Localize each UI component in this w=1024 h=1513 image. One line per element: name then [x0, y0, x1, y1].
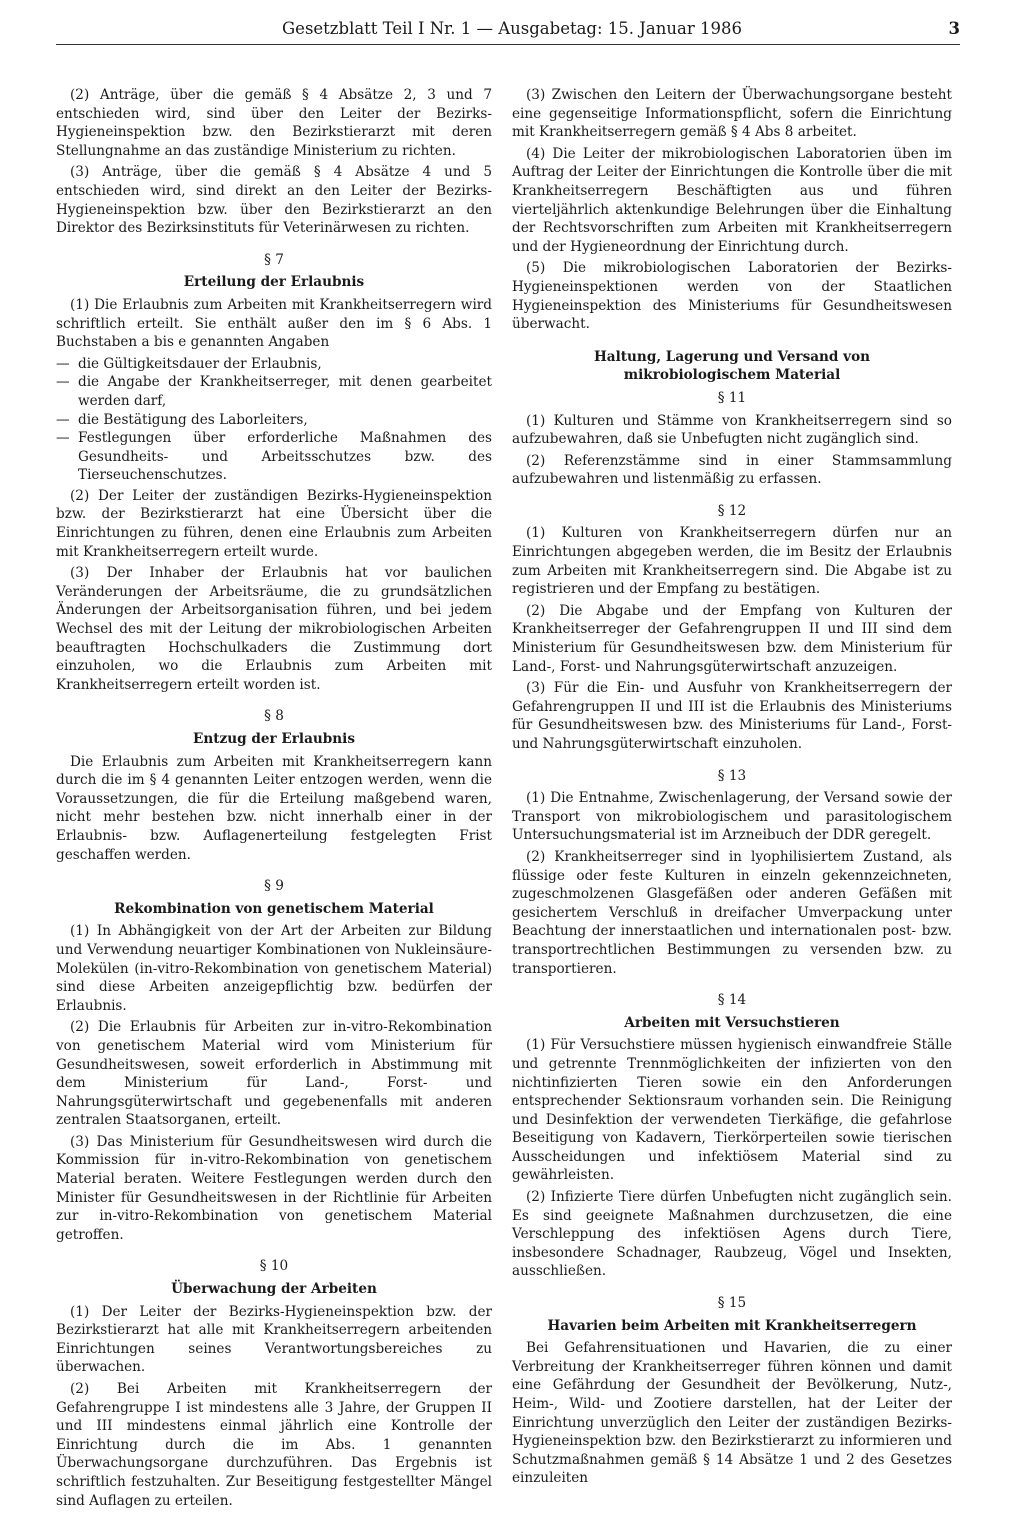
paragraph: (5) Die mikrobiologischen Laboratorien der Bezirks-Hygieneinspektionen werden von der Staatlichen Hygieneinspektion des Ministeriums für Gesundheitswesen überwacht.: [512, 260, 952, 333]
paragraph: (3) Das Ministerium für Gesundheitswesen wird durch die Kommission für in-vitro-Rekombination von genetischem Material beraten. Weitere Festlegungen werden durch den Minister für Gesundheitswesen in der Richtlinie für Arbeiten zur in-vitro-Rekombination von genetischem Material getroffen.: [56, 1133, 492, 1243]
paragraph: (4) Die Leiter der mikrobiologischen Laboratorien üben im Auftrag der Leiter der Einrichtungen die Kontrolle über die mit Krankheitserregern Beschäftigten aus und führen vierteljährlich aktenkundige Belehrungen über die Einhaltung der Rechtsvorschriften zum Arbeiten mit Krankheitserregern und der Hygieneordnung der Einrichtung durch.: [512, 145, 952, 255]
paragraph: (2) Die Abgabe und der Empfang von Kulturen der Krankheitserreger der Gefahrengruppen II und III sind dem Ministerium für Gesundheitswesen bzw. dem Ministerium für Land-, Forst- und Nahrungsgüterwirtschaft anzuzeigen.: [512, 602, 952, 675]
paragraph: (1) Für Versuchstiere müssen hygienisch einwandfreie Ställe und getrennte Trennmöglichkeiten der infizierten von den nichtinfizierten Tieren sowie ein den Anforderungen entsprechender Sektionsraum vorhanden sein. Die Reinigung und Desinfektion der verwendeten Tierkäfige, die gefahrlose Beseitigung von Kadavern, Tierkörperteilen sowie tierischen Ausscheidungen und infektiösem Material sind zu gewährleisten.: [512, 1037, 952, 1184]
section-number: § 8: [264, 708, 284, 725]
right-column: [512, 86, 952, 1491]
section-number: § 12: [717, 502, 747, 519]
section-number: § 14: [717, 992, 747, 1009]
paragraph: (2) Referenzstämme sind in einer Stammsammlung aufzubewahren und listenmäßig zu erfassen.: [512, 452, 952, 488]
header-title: Gesetzblatt Teil I Nr. 1 — Ausgabetag: 15. Januar 1986: [282, 19, 742, 38]
paragraph: (3) Anträge, über die gemäß § 4 Absätze 4 und 5 entschieden wird, sind direkt an den Leiter der Bezirks-Hygieneinspektion bzw. über den Bezirkstierarzt an den Direktor des Bezirksinstituts für Veterinärwesen zu richten.: [56, 164, 492, 237]
list-item: — die Angabe der Krankheitserreger, mit denen gearbeitet werden darf,: [56, 373, 492, 410]
section-number: § 10: [259, 1258, 289, 1275]
section-title: Erteilung der Erlaubnis: [183, 274, 365, 291]
page-number: 3: [948, 19, 960, 38]
section-title: Überwachung der Arbeiten: [171, 1281, 377, 1298]
paragraph: Die Erlaubnis zum Arbeiten mit Krankheitserregern kann durch die im § 4 genannten Leiter entzogen werden, wenn die Voraussetzungen, die für die Erteilung maßgebend waren, nicht mehr bestehen bzw. nicht innerhalb einer in der Erlaubnis- bzw. Auflagenerteilung festgelegten Frist geschaffen werden.: [56, 753, 492, 863]
section-number: § 15: [717, 1295, 747, 1312]
section-number: § 7: [264, 251, 284, 268]
paragraph: (2) Bei Arbeiten mit Krankheitserregern der Gefahrengruppe I ist mindestens alle 3 Jahre, der Gruppen II und III mindestens einmal jährlich eine Kontrolle der Einrichtung durch die im Abs. 1 genannten Überwachungsorgane durchzuführen. Das Ergebnis ist schriftlich festzuhalten. Zur Beseitigung festgestellter Mängel sind Auflagen zu erteilen.: [56, 1381, 492, 1509]
paragraph: (2) Krankheitserreger sind in lyophilisiertem Zustand, als flüssige oder feste Kulturen in einzeln gekennzeichneten, zugeschmolzenen Glasgefäßen oder anderen Gefäßen mit gesichertem Verschluß in dreifacher Umverpackung unter Beachtung der innerstaatlichen und internationalen post- bzw. transportrechtlichen Bestimmungen zu versenden bzw. zu transportieren.: [512, 848, 952, 977]
group-title: Haltung, Lagerung und Versand von mikrobiologischem Material: [593, 348, 871, 384]
paragraph: (2) Anträge, über die gemäß § 4 Absätze 2, 3 und 7 entschieden wird, sind über den Leiter der Bezirks-Hygieneinspektion bzw. den Bezirkstierarzt mit deren Stellungnahme an das zuständige Ministerium zu richten.: [56, 87, 492, 159]
section-number: § 13: [717, 767, 747, 784]
section-title: Rekombination von genetischem Material: [114, 900, 434, 917]
paragraph: (2) Die Erlaubnis für Arbeiten zur in-vitro-Rekombination von genetischem Material wird vom Ministerium für Gesundheitswesen, soweit erforderlich in Abstimmung mit dem Ministerium für Land-, Forst- und Nahrungsgüterwirtschaft und gegebenenfalls mit anderen zentralen Staatsorganen, erteilt.: [56, 1019, 492, 1129]
page-header: [56, 18, 960, 45]
paragraph: (1) Kulturen und Stämme von Krankheitserregern sind so aufzubewahren, daß sie Unbefugten nicht zugänglich sind.: [512, 412, 952, 448]
paragraph: (1) Die Erlaubnis zum Arbeiten mit Krankheitserregern wird schriftlich erteilt. Sie enthält außer den im § 6 Abs. 1 Buchstaben a bis e genannten Angaben: [56, 296, 492, 351]
section-number: § 11: [717, 389, 747, 406]
paragraph: (2) Infizierte Tiere dürfen Unbefugten nicht zugänglich sein. Es sind geeignete Maßnahmen durchzusetzen, die eine Verschleppung des infektiösen Agens durch Tiere, insbesondere Schadnager, Raubzeug, Vögel und Insekten, ausschließen.: [512, 1189, 952, 1280]
section-number: § 9: [264, 878, 284, 895]
paragraph: (1) In Abhängigkeit von der Art der Arbeiten zur Bildung und Verwendung neuartiger Kombinationen von Nukleinsäure-Molekülen (in-vitro-Rekombination von genetischem Material) sind diese Arbeiten anzeigepflichtig bzw. bedürfen der Erlaubnis.: [56, 923, 492, 1014]
paragraph: Bei Gefahrensituationen und Havarien, die zu einer Verbreitung der Krankheitserreger führen können und damit eine Gefährdung der Gesundheit der Bevölkerung, Nutz-, Heim-, Wild- und Zootiere darstellen, hat der Leiter der Einrichtung unverzüglich den Leiter der zuständigen Bezirks-Hygieneinspektion bzw. den Bezirkstierarzt zu informieren und Schutzmaßnahmen gemäß § 14 Absätze 1 und 2 des Gesetzes einzuleiten: [512, 1340, 952, 1487]
list-item: — die Gültigkeitsdauer der Erlaubnis,: [56, 355, 492, 374]
paragraph: (3) Zwischen den Leitern der Überwachungsorgane besteht eine gegenseitige Informationspflicht, sofern die Einrichtung mit Krankheitserregern gemäß § 4 Abs 8 arbeitet.: [512, 87, 952, 141]
list-item: — Festlegungen über erforderliche Maßnahmen des Gesundheits- und Arbeitsschutzes bzw. des Tierseuchenschutzes.: [56, 429, 492, 485]
section-title: Havarien beim Arbeiten mit Krankheitserregern: [547, 1317, 917, 1334]
paragraph: (3) Der Inhaber der Erlaubnis hat vor baulichen Veränderungen der Arbeitsräume, die zu grundsätzlichen Änderungen der Arbeitsorganisation führen, und bei jedem Wechsel des mit der Leitung der mikrobiologischen Arbeiten beauftragten Hochschulkaders die Zustimmung dort einzuholen, wo die Erlaubnis zum Arbeiten mit Krankheitserregern erteilt worden ist.: [56, 565, 492, 693]
section-title: Entzug der Erlaubnis: [193, 731, 355, 747]
paragraph: (2) Der Leiter der zuständigen Bezirks-Hygieneinspektion bzw. der Bezirkstierarzt hat eine Übersicht über die Einrichtungen zu führen, denen eine Erlaubnis zum Arbeiten mit Krankheitserregern erteilt wurde.: [56, 487, 492, 560]
dash-list: [56, 355, 492, 485]
paragraph: (1) Die Entnahme, Zwischenlagerung, der Versand sowie der Transport von mikrobiologischem und parasitologischem Untersuchungsmaterial ist im Arzneibuch der DDR geregelt.: [512, 790, 952, 844]
paragraph: (1) Kulturen von Krankheitserregern dürfen nur an Einrichtungen abgegeben werden, die im Besitz der Erlaubnis zum Arbeiten mit Krankheitserregern sind. Die Abgabe ist zu registrieren und der Empfang zu bestätigen.: [512, 525, 952, 598]
left-column: [56, 86, 492, 1513]
section-title: Arbeiten mit Versuchstieren: [624, 1014, 840, 1031]
paragraph: (1) Der Leiter der Bezirks-Hygieneinspektion bzw. der Bezirkstierarzt hat alle mit Krankheitserregern arbeitenden Einrichtungen seines Verantwortungsbereiches zu überwachen.: [56, 1303, 492, 1376]
list-item: — die Bestätigung des Laborleiters,: [56, 411, 492, 430]
paragraph: (3) Für die Ein- und Ausfuhr von Krankheitserregern der Gefahrengruppen II und III ist die Erlaubnis des Ministeriums für Gesundheitswesen bzw. des Ministeriums für Land-, Forst- und Nahrungsgüterwirtschaft einzuholen.: [512, 680, 952, 752]
